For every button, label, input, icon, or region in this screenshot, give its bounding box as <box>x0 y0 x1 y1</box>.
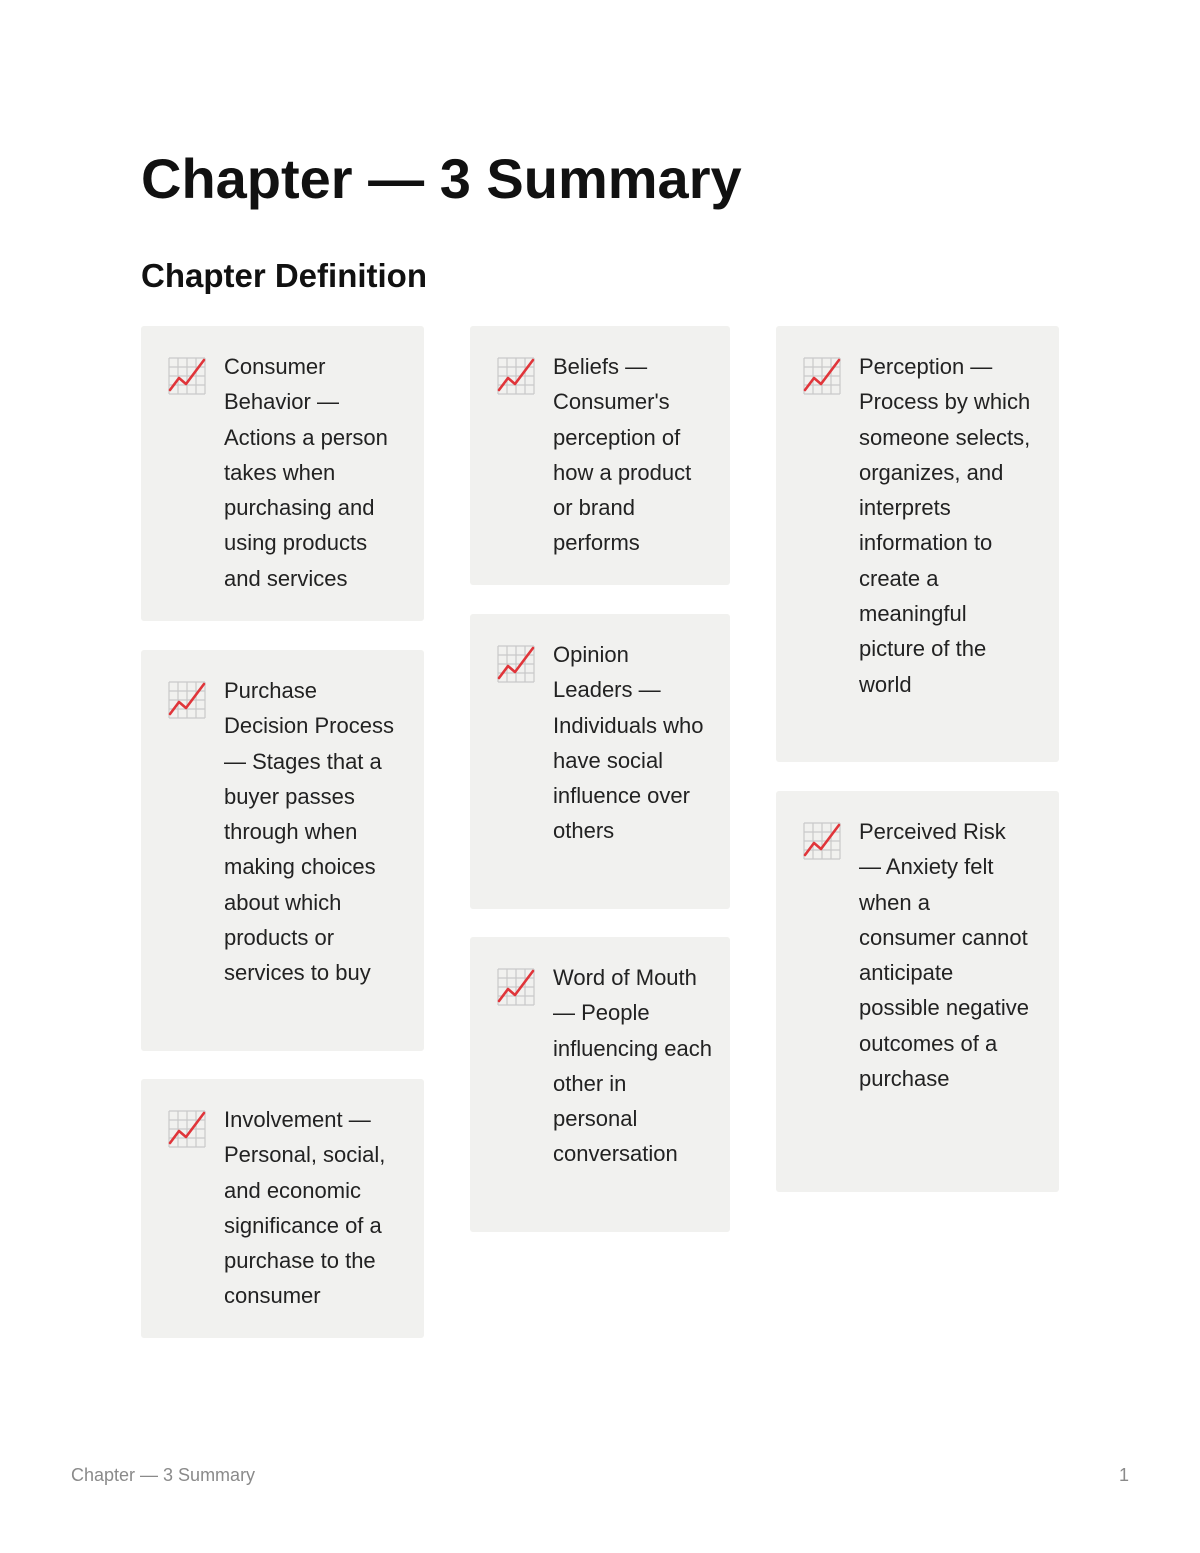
chart-increasing-icon <box>496 644 536 684</box>
section-title: Chapter Definition <box>141 257 427 294</box>
definition-text: Consumer Behavior — Actions a person takes when purchasing and using products and services <box>224 354 388 591</box>
definition-card-word-of-mouth <box>470 937 730 1232</box>
definition-card-beliefs <box>470 326 730 585</box>
chart-increasing-icon <box>167 356 207 396</box>
definition-text: Purchase Decision Process — Stages that a buyer passes through when making choices about which products or services to buy <box>224 678 394 986</box>
definition-text: Opinion Leaders — Individuals who have social influence over others <box>553 642 704 844</box>
definition-card-purchase-decision-process <box>141 650 424 1051</box>
definition-text: Word of Mouth — People influencing each other in personal conversation <box>553 965 713 1167</box>
definition-card-opinion-leaders <box>470 614 730 909</box>
chart-increasing-icon <box>496 356 536 396</box>
chart-increasing-icon <box>167 1109 207 1149</box>
definition-card-consumer-behavior <box>141 326 424 621</box>
definition-text: Beliefs — Consumer's perception of how a product or brand performs <box>553 354 692 556</box>
definition-card-perception <box>776 326 1059 762</box>
definition-card-involvement <box>141 1079 424 1338</box>
definition-card-perceived-risk <box>776 791 1059 1192</box>
chart-increasing-icon <box>167 680 207 720</box>
footer-title: Chapter — 3 Summary <box>71 1465 256 1485</box>
chart-increasing-icon <box>802 356 842 396</box>
definition-text: Perceived Risk — Anxiety felt when a consumer cannot anticipate possible negative outcomes of a purchase <box>859 819 1030 1092</box>
page-title: Chapter — 3 Summary <box>141 147 742 210</box>
definition-text: Perception — Process by which someone selects, organizes, and interprets information to create a meaningful picture of the world <box>859 354 1031 697</box>
definition-text: Involvement — Personal, social, and economic significance of a purchase to the consumer <box>224 1107 386 1309</box>
chart-increasing-icon <box>496 967 536 1007</box>
chart-increasing-icon <box>802 821 842 861</box>
page-number: 1 <box>1118 1465 1129 1485</box>
